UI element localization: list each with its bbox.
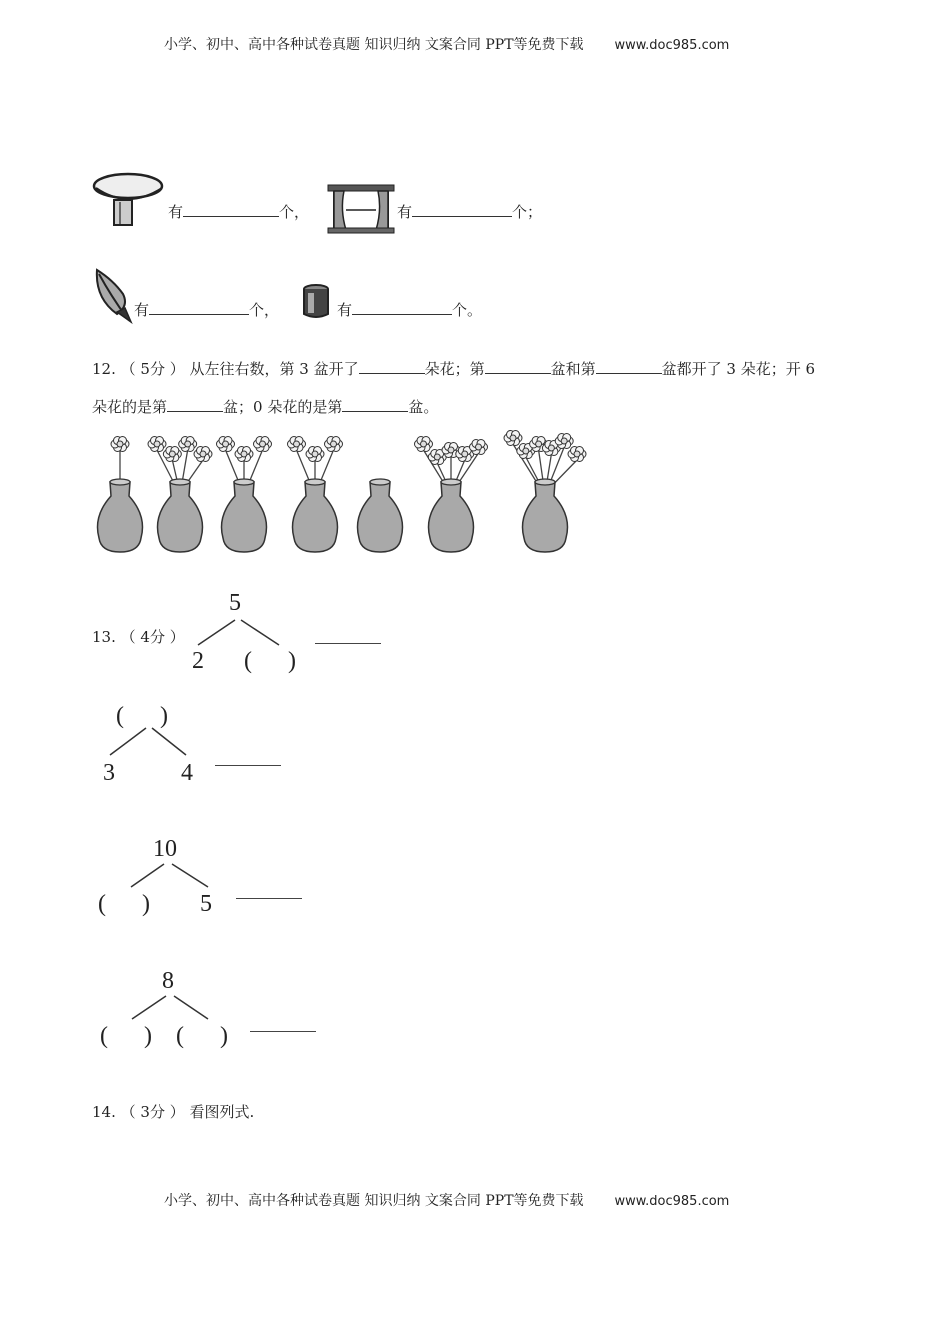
vase-body (429, 482, 474, 552)
vase-6 (415, 432, 487, 554)
flower (254, 437, 272, 452)
tree1-branches (195, 618, 285, 648)
vase-rim (535, 479, 555, 485)
q12-blank-2[interactable] (485, 372, 551, 374)
q12-line2-b: 盆；0 朵花的是第 (223, 398, 343, 416)
flower (217, 437, 235, 452)
q12-blank-4[interactable] (167, 410, 223, 412)
q11-leaf-blank[interactable] (149, 313, 249, 315)
table-icon (92, 170, 168, 228)
vase-4 (285, 432, 345, 554)
tree2-left: 3 (103, 760, 115, 786)
tree2-branches (108, 726, 190, 758)
flower (288, 437, 306, 452)
vase-body (98, 482, 143, 552)
q11-table-prefix: 有 (168, 203, 184, 221)
vase-3 (214, 432, 274, 554)
window-icon (326, 184, 396, 234)
q12-score: （ 5分 ） (120, 360, 185, 378)
q11-window-suffix: 个； (512, 203, 543, 221)
footer-site: www.doc985.com (614, 1194, 730, 1209)
q11-drum-blank[interactable] (352, 313, 452, 315)
q11-table-suffix: 个， (279, 203, 310, 221)
q14-text: 看图列式. (189, 1103, 255, 1121)
page-footer (164, 1190, 729, 1210)
tree1-top: 5 (229, 590, 241, 616)
vase-rim (234, 479, 254, 485)
vase-1 (90, 432, 150, 554)
flower (325, 437, 343, 452)
vase-rim (370, 479, 390, 485)
vase-rim (170, 479, 190, 485)
tree3-top: 10 (153, 836, 177, 862)
q12-line2-c: 盆。 (408, 398, 439, 416)
vase-body (222, 482, 267, 552)
q12-line2-a: 朵花的是第 (92, 398, 168, 416)
q11-drum-prefix: 有 (337, 301, 353, 319)
vase-2 (150, 432, 210, 554)
vase-body (523, 482, 568, 552)
q12-blank-5[interactable] (342, 410, 408, 412)
flower (179, 437, 197, 452)
q14-score: （ 3分 ） (120, 1103, 185, 1121)
vase-body (293, 482, 338, 552)
q12-line1-b: 朵花；第 (424, 360, 485, 378)
flower (568, 447, 586, 462)
tree1-right[interactable]: ( ) (244, 648, 296, 674)
tree3-left[interactable]: ( ) (98, 891, 150, 917)
vase-body (358, 482, 403, 552)
q11-leaf-suffix: 个， (249, 301, 280, 319)
vase-5 (350, 432, 410, 554)
tree1-answer-blank[interactable] (315, 643, 381, 644)
tree4-branches (128, 994, 212, 1022)
tree4-left[interactable]: ( ) (100, 1023, 152, 1049)
tree2-right: 4 (181, 760, 193, 786)
flower (555, 434, 573, 449)
q12-blank-1[interactable] (359, 372, 425, 374)
q14-number: 14. (92, 1103, 116, 1121)
q11-table-blank[interactable] (183, 215, 279, 217)
flower (306, 447, 324, 462)
q12-line1-a: 从左往右数，第 3 盆开了 (189, 360, 359, 378)
q11-window-prefix: 有 (397, 203, 413, 221)
q12-number: 12. (92, 360, 116, 378)
question-14 (92, 1101, 254, 1122)
tree2-answer-blank[interactable] (215, 765, 281, 766)
tree1-left: 2 (192, 648, 204, 674)
flower (163, 447, 181, 462)
tree3-branches (128, 862, 212, 890)
vase-rim (305, 479, 325, 485)
flower (235, 447, 253, 462)
vase-rim (110, 479, 130, 485)
leaf-icon (93, 268, 135, 324)
q12-line1-c: 盆和第 (550, 360, 596, 378)
q11-drum-suffix: 个。 (452, 301, 483, 319)
tree3-answer-blank[interactable] (236, 898, 302, 899)
tree2-top[interactable]: ( ) (116, 703, 168, 729)
tree4-right[interactable]: ( ) (176, 1023, 228, 1049)
flower (194, 447, 212, 462)
q13-number: 13. (92, 628, 116, 646)
tree3-right: 5 (200, 891, 212, 917)
q11-window-blank[interactable] (412, 215, 512, 217)
flower (415, 437, 433, 452)
q12-blank-3[interactable] (596, 372, 662, 374)
q12-line1-d: 盆都开了 3 朵花；开 6 (661, 360, 816, 378)
tree4-answer-blank[interactable] (250, 1031, 316, 1032)
header-site: www.doc985.com (614, 38, 730, 53)
q11-leaf-prefix: 有 (134, 301, 150, 319)
tree4-top: 8 (162, 968, 174, 994)
footer-text: 小学、初中、高中各种试卷真题 知识归纳 文案合同 PPT等免费下载 (164, 1193, 584, 1209)
flower (470, 440, 488, 455)
flower (504, 431, 522, 446)
vase-body (158, 482, 203, 552)
q13-score: （ 4分 ） (120, 628, 185, 646)
drum-icon (302, 284, 330, 320)
vase-7 (505, 426, 585, 554)
vase-rim (441, 479, 461, 485)
header-text: 小学、初中、高中各种试卷真题 知识归纳 文案合同 PPT等免费下载 (164, 37, 584, 53)
page-header (164, 34, 729, 54)
flower (148, 437, 166, 452)
flower (111, 437, 129, 452)
